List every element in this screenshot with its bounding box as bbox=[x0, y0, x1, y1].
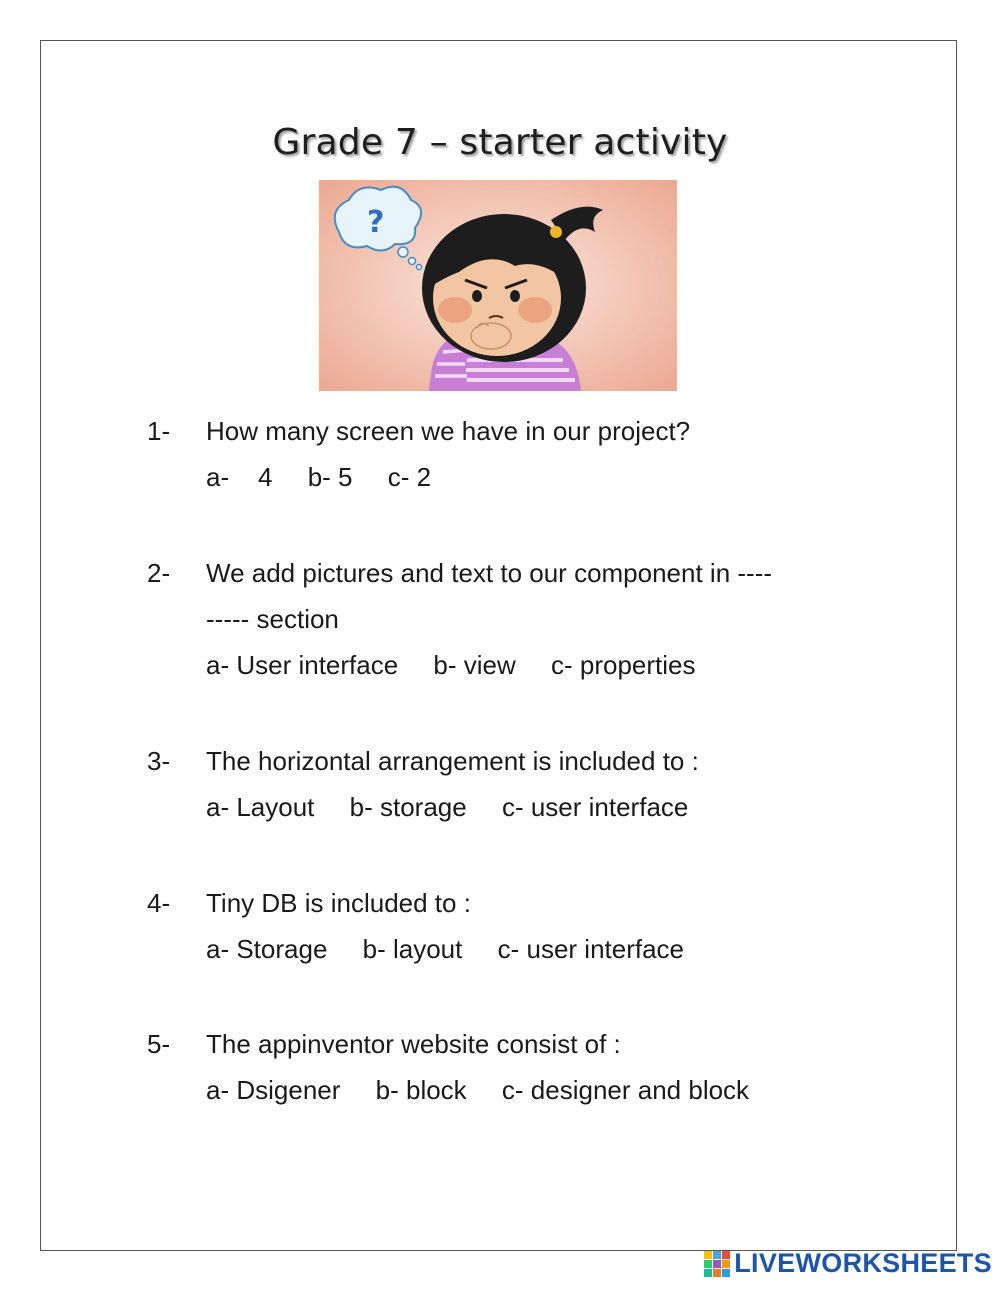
option-b[interactable]: b- 5 bbox=[307, 462, 353, 492]
option-a[interactable]: a- User interface bbox=[206, 650, 399, 680]
answer-options bbox=[206, 926, 684, 972]
option-c[interactable]: c- 2 bbox=[387, 462, 432, 492]
question-number: 3- bbox=[147, 746, 171, 776]
option-a[interactable]: a- Dsigener bbox=[206, 1075, 341, 1105]
option-b[interactable]: b- storage bbox=[349, 792, 467, 822]
option-b[interactable]: b- block bbox=[375, 1075, 467, 1105]
option-c[interactable]: c- user interface bbox=[497, 934, 685, 964]
question-number: 2- bbox=[147, 558, 171, 588]
question-text: Tiny DB is included to : bbox=[206, 888, 471, 918]
option-a[interactable]: a- Storage bbox=[206, 934, 328, 964]
option-c[interactable]: c- user interface bbox=[501, 792, 689, 822]
option-a[interactable]: a- 4 bbox=[206, 462, 273, 492]
question-number: 1- bbox=[147, 416, 171, 446]
option-b[interactable]: b- layout bbox=[362, 934, 463, 964]
question-text: The horizontal arrangement is included to : bbox=[206, 746, 699, 776]
option-b[interactable]: b- view bbox=[433, 650, 516, 680]
question-number: 4- bbox=[147, 888, 171, 918]
question-text: We add pictures and text to our component in ---- bbox=[206, 558, 773, 588]
option-c[interactable]: c- designer and block bbox=[501, 1075, 750, 1105]
option-a[interactable]: a- Layout bbox=[206, 792, 315, 822]
answer-options bbox=[206, 1067, 749, 1113]
question-mark-icon: ? bbox=[367, 205, 385, 240]
thinking-girl-illustration bbox=[319, 180, 677, 391]
watermark-text: LIVEWORKSHEETS bbox=[734, 1248, 992, 1278]
question-text: How many screen we have in our project? bbox=[206, 416, 691, 446]
question-text: The appinventor website consist of : bbox=[206, 1029, 621, 1059]
question-number: 5- bbox=[147, 1029, 171, 1059]
liveworksheets-watermark[interactable] bbox=[704, 1248, 992, 1279]
answer-options bbox=[206, 454, 431, 500]
liveworksheets-logo-icon bbox=[704, 1251, 730, 1277]
page-title: Grade 7 – starter activity bbox=[272, 122, 728, 163]
question-text-continued: ----- section bbox=[206, 604, 339, 634]
answer-options bbox=[206, 784, 688, 830]
option-c[interactable]: c- properties bbox=[551, 650, 696, 680]
answer-options bbox=[206, 642, 696, 688]
